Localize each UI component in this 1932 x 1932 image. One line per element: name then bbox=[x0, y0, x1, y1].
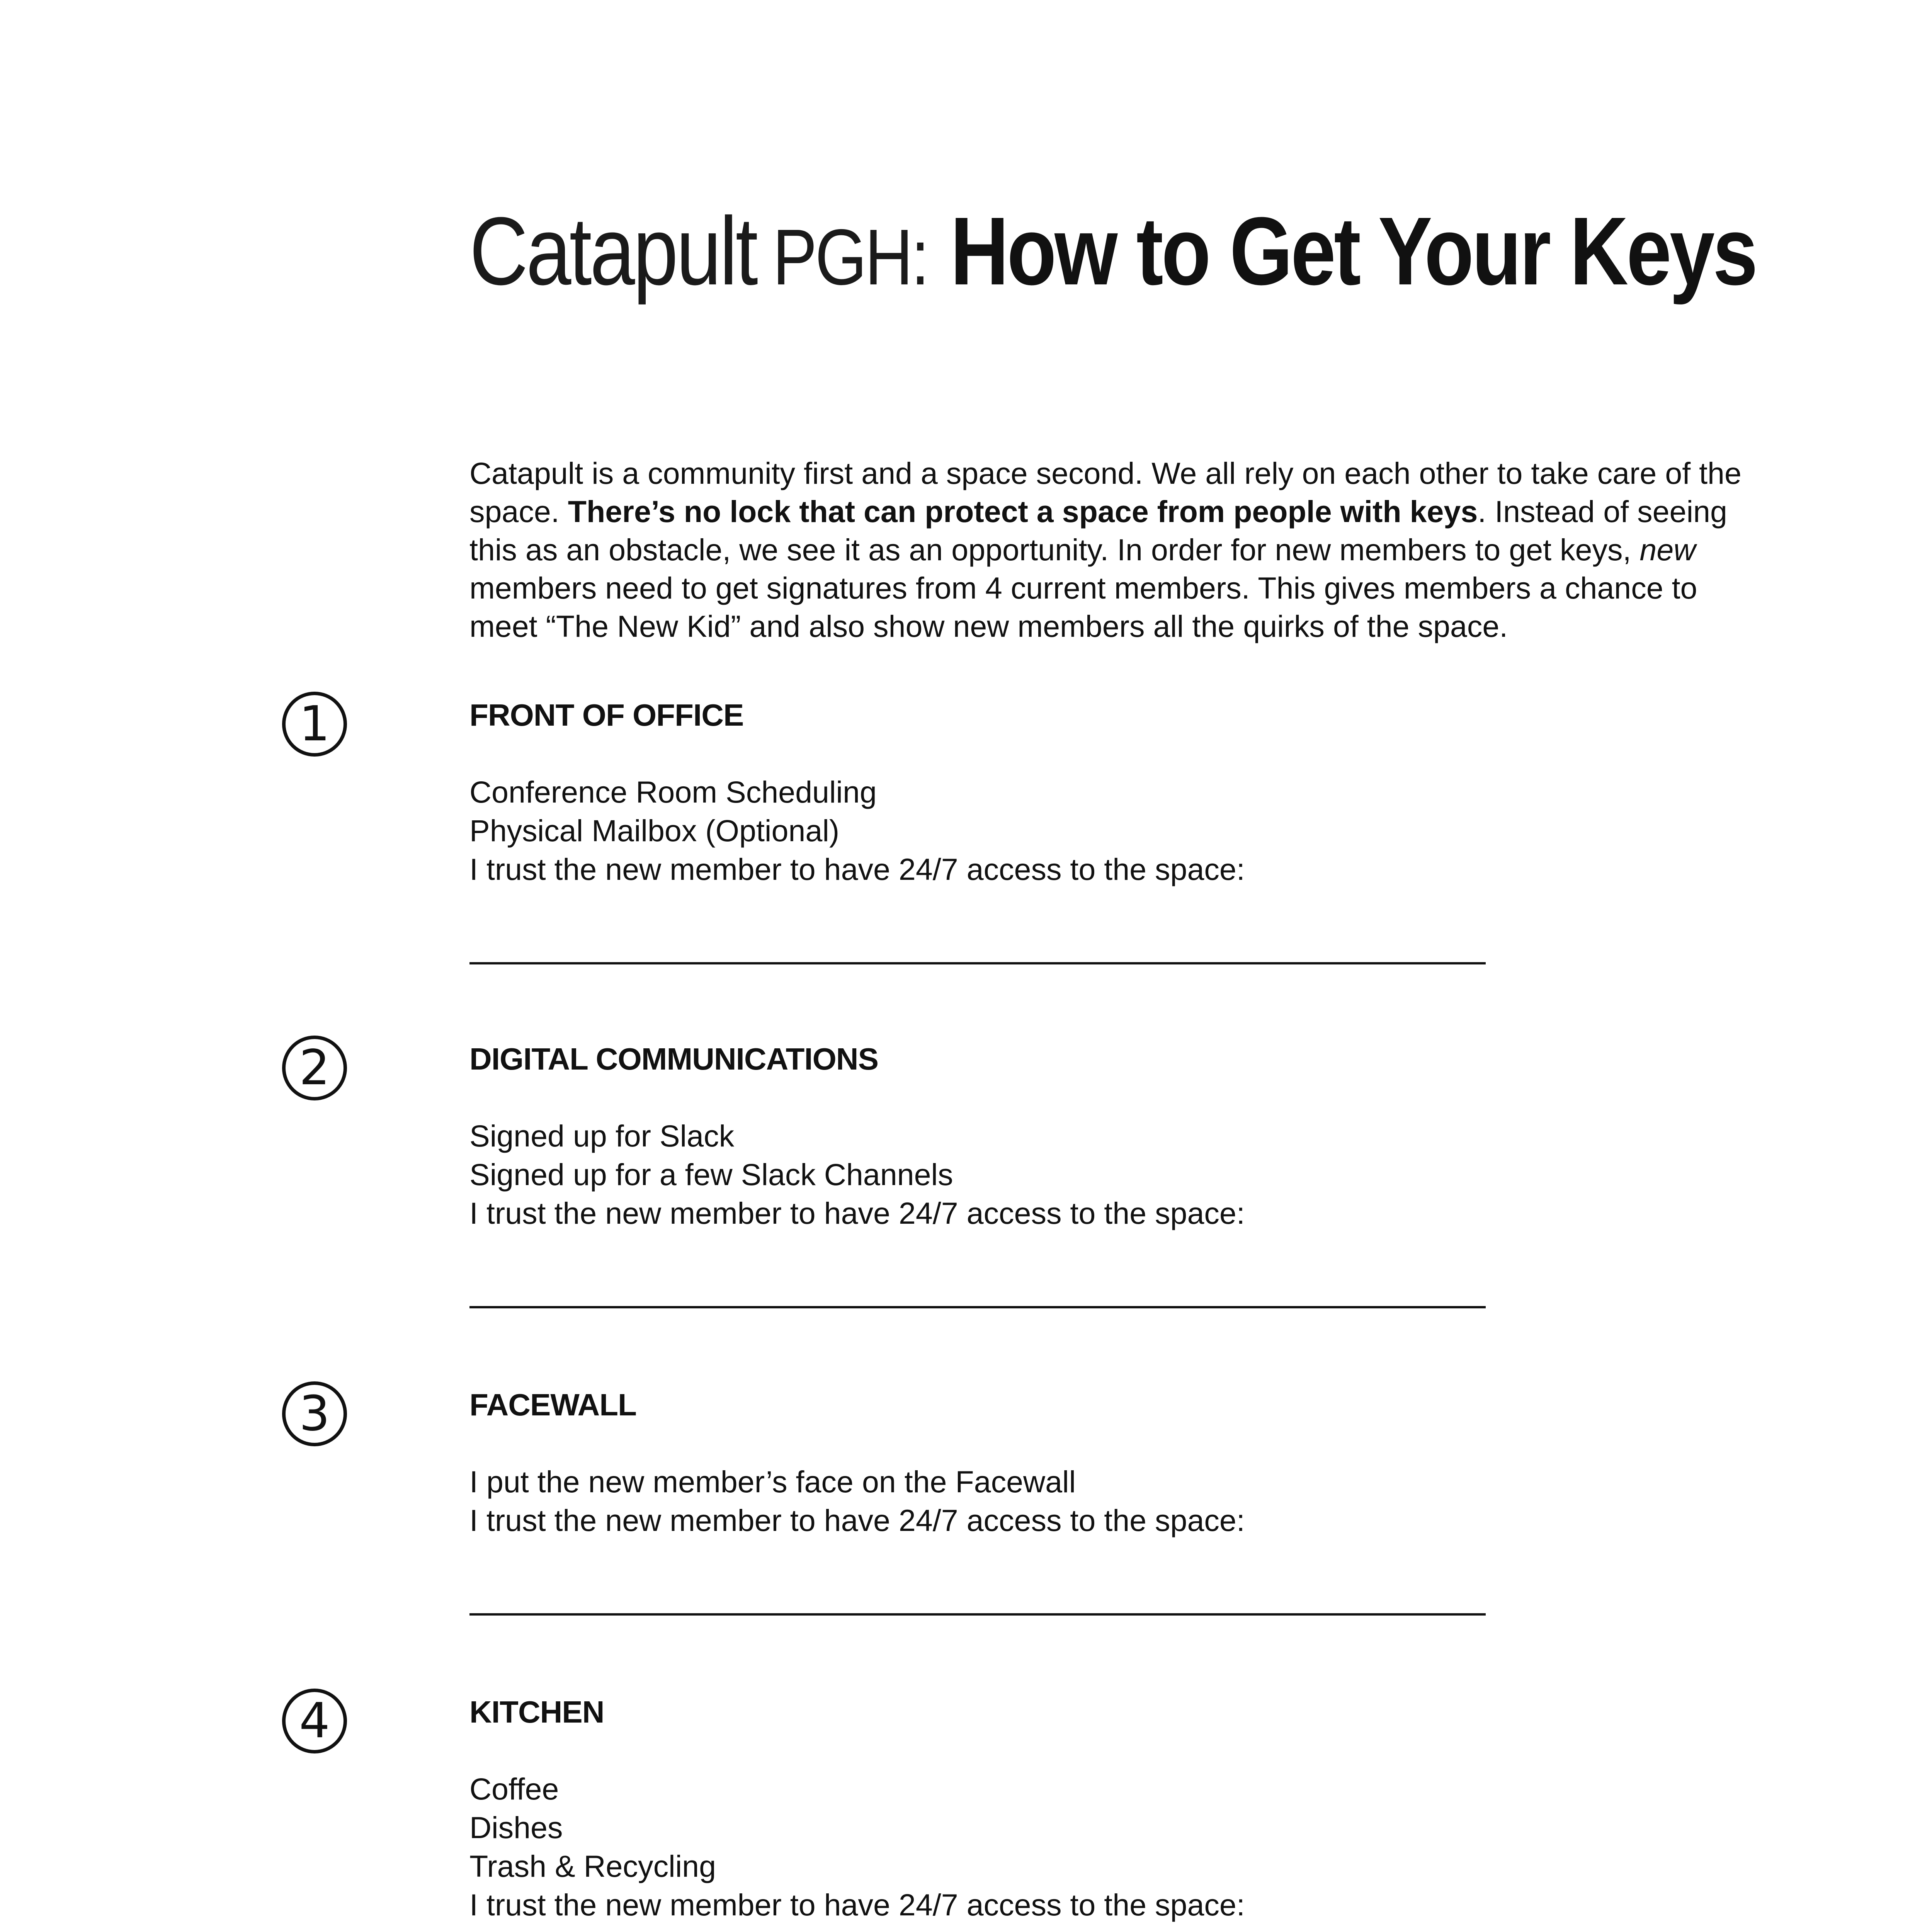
section-heading: FACEWALL bbox=[469, 1388, 636, 1422]
intro-text-2: . Instead of seeing this as an obstacle, we see it as an opportunity. In order for new members to get keys, bbox=[469, 494, 1727, 567]
title-brand: Catapult bbox=[469, 197, 756, 305]
step-number-circle: 3 bbox=[282, 1381, 347, 1446]
list-item: Signed up for a few Slack Channels bbox=[469, 1157, 953, 1192]
section-heading: FRONT OF OFFICE bbox=[469, 698, 744, 732]
list-item: I trust the new member to have 24/7 access to the space: bbox=[469, 1503, 1245, 1537]
list-item: Coffee bbox=[469, 1772, 559, 1806]
section-items bbox=[469, 773, 1245, 889]
step-number-circle: 1 bbox=[282, 692, 347, 757]
signature-line[interactable] bbox=[469, 1613, 1486, 1616]
list-item: I trust the new member to have 24/7 access to the space: bbox=[469, 1888, 1245, 1922]
list-item: I trust the new member to have 24/7 access to the space: bbox=[469, 852, 1245, 886]
intro-italic-text: new bbox=[1639, 532, 1696, 567]
list-item: I trust the new member to have 24/7 access to the space: bbox=[469, 1196, 1245, 1230]
list-item: Trash & Recycling bbox=[469, 1849, 716, 1883]
intro-paragraph bbox=[469, 454, 1756, 645]
page-title bbox=[469, 193, 1756, 315]
section-items bbox=[469, 1117, 1245, 1233]
title-brand-suffix: PGH: bbox=[756, 213, 928, 301]
section-items bbox=[469, 1463, 1245, 1540]
intro-text-1: Catapult is a community first and a space second. We all rely on each other to take care of the space. bbox=[469, 456, 1742, 529]
list-item: Dishes bbox=[469, 1810, 563, 1845]
section-items bbox=[469, 1770, 1245, 1924]
step-number-circle: 4 bbox=[282, 1689, 347, 1753]
step-number-circle: 2 bbox=[282, 1036, 347, 1100]
list-item: Physical Mailbox (Optional) bbox=[469, 813, 840, 848]
title-heading: How to Get Your Keys bbox=[950, 197, 1756, 305]
list-item: Conference Room Scheduling bbox=[469, 775, 877, 809]
list-item: Signed up for Slack bbox=[469, 1119, 735, 1153]
section-heading: KITCHEN bbox=[469, 1695, 604, 1729]
signature-line[interactable] bbox=[469, 1306, 1486, 1308]
section-heading: DIGITAL COMMUNICATIONS bbox=[469, 1042, 878, 1076]
intro-bold-text: There’s no lock that can protect a space from people with keys bbox=[568, 494, 1478, 529]
list-item: I put the new member’s face on the Facewall bbox=[469, 1464, 1076, 1499]
signature-line[interactable] bbox=[469, 962, 1486, 964]
intro-text-3: members need to get signatures from 4 current members. This gives members a chance to meet “The New Kid” and also show new members all the quirks of the space. bbox=[469, 571, 1697, 643]
